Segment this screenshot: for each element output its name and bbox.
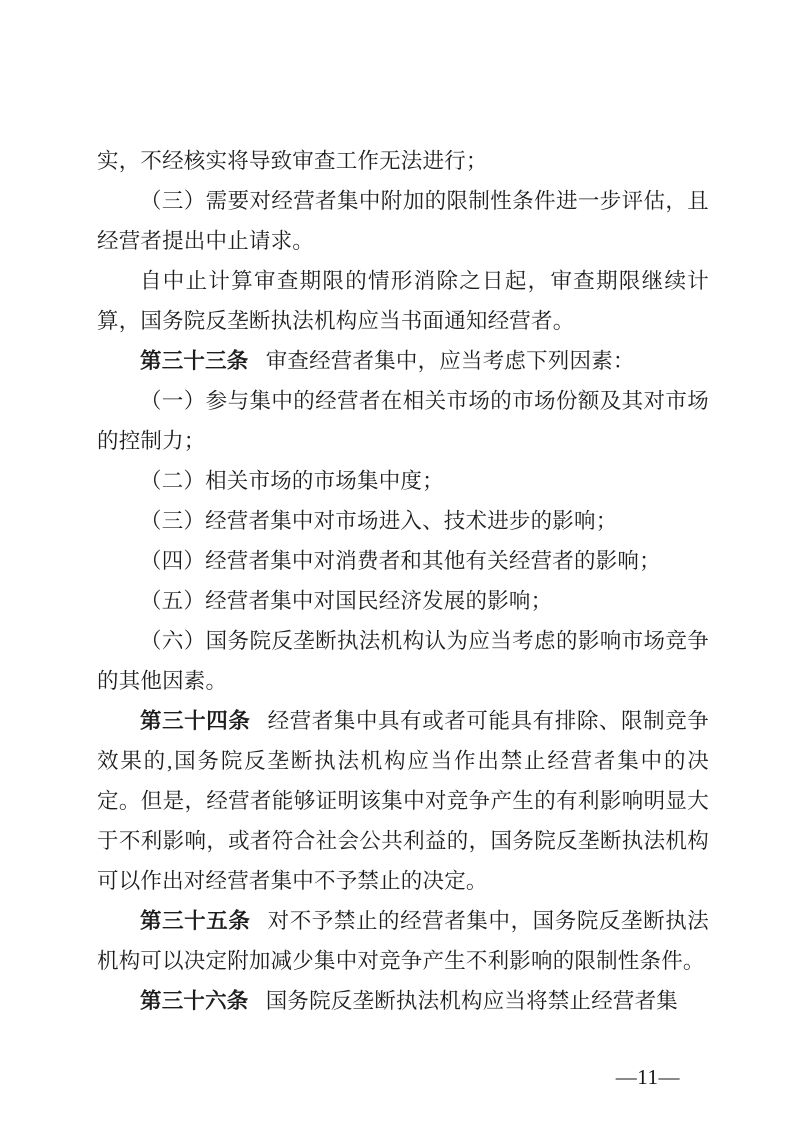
paragraph-text: 审查经营者集中，应当考虑下列因素：: [265, 349, 635, 373]
paragraph-text: （四）经营者集中对消费者和其他有关经营者的影响；: [140, 549, 661, 573]
paragraph: [97, 461, 709, 501]
paragraph: [97, 981, 709, 1021]
document-body: [97, 141, 709, 1021]
paragraph: [97, 581, 709, 621]
paragraph-text: （五）经营者集中对国民经济发展的影响；: [140, 589, 553, 613]
paragraph-text: （一）参与集中的经营者在相关市场的市场份额及其对市场的控制力；: [97, 389, 709, 453]
paragraph: [97, 541, 709, 581]
paragraph: [97, 701, 709, 901]
article-number: 第三十四条: [140, 709, 251, 733]
paragraph: [97, 341, 709, 381]
paragraph: [97, 141, 709, 181]
paragraph-text: 对不予禁止的经营者集中，国务院反垄断执法机构可以决定附加减少集中对竞争产生不利影响的限制性条件。: [97, 909, 709, 973]
paragraph: [97, 621, 709, 701]
paragraph-text: （三）经营者集中对市场进入、技术进步的影响；: [140, 509, 618, 533]
paragraph-text: （三）需要对经营者集中附加的限制性条件进一步评估，且经营者提出中止请求。: [97, 189, 709, 253]
paragraph: [97, 381, 709, 461]
article-number: 第三十六条: [140, 989, 249, 1013]
article-number: 第三十三条: [140, 349, 249, 373]
page-number: —11—: [615, 1065, 680, 1089]
paragraph-text: 实，不经核实将导致审查工作无法进行；: [97, 149, 488, 173]
paragraph: [97, 181, 709, 261]
paragraph: [97, 261, 709, 341]
paragraph-text: （二）相关市场的市场集中度；: [140, 469, 444, 493]
paragraph-text: 国务院反垄断执法机构应当将禁止经营者集: [265, 989, 679, 1013]
paragraph-text: 自中止计算审查期限的情形消除之日起，审查期限继续计算，国务院反垄断执法机构应当书面通知经营者。: [97, 269, 709, 333]
paragraph-text: （六）国务院反垄断执法机构认为应当考虑的影响市场竞争的其他因素。: [97, 629, 709, 693]
article-number: 第三十五条: [140, 909, 251, 933]
paragraph: [97, 501, 709, 541]
paragraph: [97, 901, 709, 981]
paragraph-text: 经营者集中具有或者可能具有排除、限制竞争效果的,国务院反垄断执法机构应当作出禁止经营者集中的决定。但是，经营者能够证明该集中对竞争产生的有利影响明显大于不利影响，或者符合社会公共利益的，国务院反垄断执法机构可以作出对经营者集中不予禁止的决定。: [97, 709, 709, 893]
